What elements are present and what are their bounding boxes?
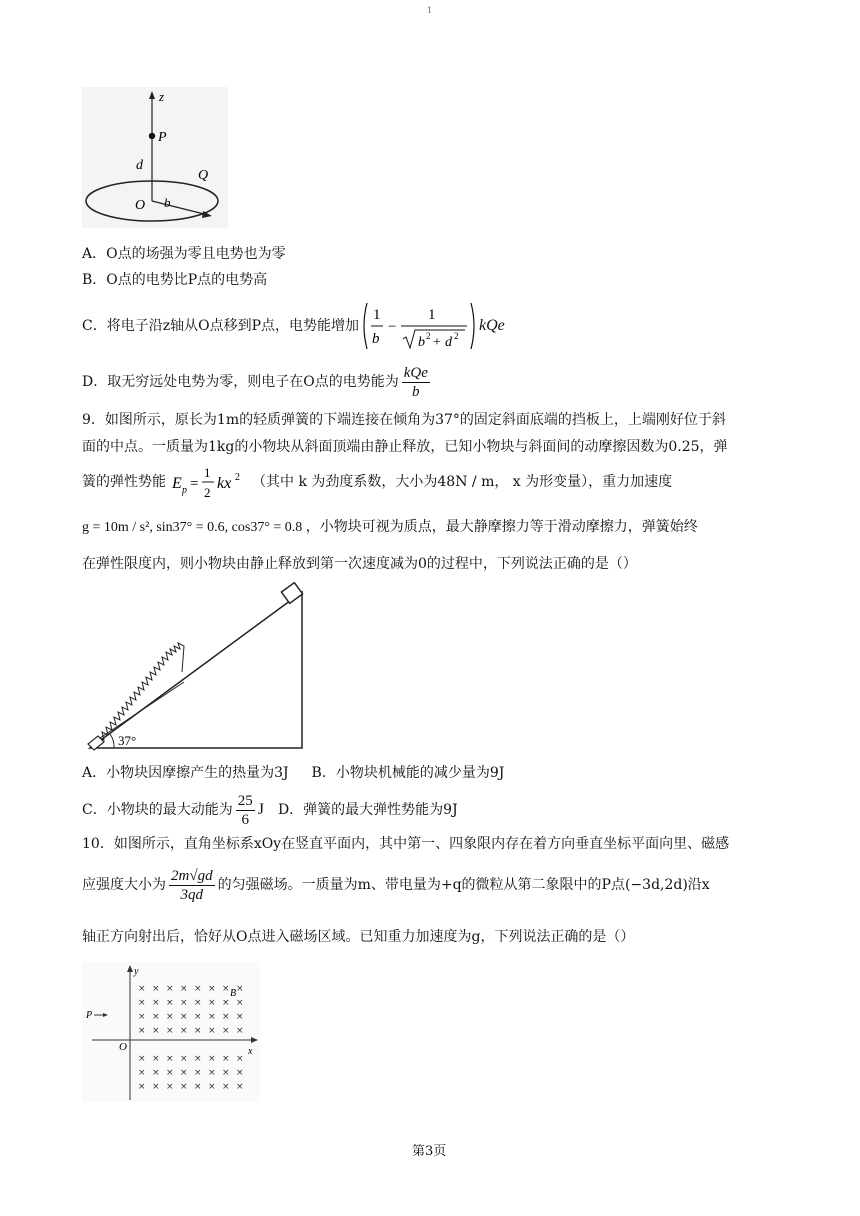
svg-text:=: = [190,476,199,492]
q9-option-c-fraction [236,792,255,829]
field-cross: × [180,1068,188,1078]
field-cross: × [166,998,174,1008]
field-cross: × [180,1082,188,1092]
q10-stem-line1: 10．如图所示，直角坐标系xOy在竖直平面内，其中第一、四象限内存在着方向垂直坐标平面向里、磁感 [82,836,730,852]
field-cross: × [152,1012,160,1022]
field-cross: × [236,1054,244,1064]
field-cross: × [138,1012,146,1022]
field-cross: × [236,1082,244,1092]
field-cross: × [222,1068,230,1078]
field-cross: × [208,1026,216,1036]
field-cross: × [180,998,188,1008]
page-footer: 第3页 [412,1144,447,1159]
q8-option-d-text: D．取无穷远处电势为零，则电子在O点的电势能为 [82,374,399,390]
svg-text:d: d [444,335,452,350]
q9-option-b: B．小物块机械能的减少量为9J [311,765,505,781]
label-z: z [159,89,165,104]
field-cross: × [236,998,244,1008]
label-y: y [134,966,139,977]
label-p: P [86,1010,93,1021]
q8-option-c-formula [361,299,479,353]
fraction-numerator: 25 [237,792,253,809]
svg-text:b: b [371,331,380,347]
q9-stem-line2: 面的中点。一质量为1kg的小物块从斜面顶端由静止释放，已知小物块与斜面间的动摩擦因数为0.25，弹 [82,439,728,455]
label-b: B [230,988,237,999]
field-cross: × [236,1012,244,1022]
field-cross: × [222,1012,230,1022]
field-cross: × [236,1068,244,1078]
q9-stem-line1: 9．如图所示，原长为1m的轻质弹簧的下端连接在倾角为37°的固定斜面底端的挡板上，上端刚好位于斜 [82,412,726,428]
fraction-numerator: kQe [403,364,428,381]
svg-text:2: 2 [204,485,211,500]
field-cross: × [152,1026,160,1036]
field-cross: × [208,1068,216,1078]
svg-text:−: − [387,319,397,335]
fraction-denominator: 3qd [180,886,204,903]
q10-field-figure [82,962,260,1102]
field-cross: × [222,984,230,994]
q9-ep-formula [170,462,248,502]
field-cross: × [236,984,244,994]
label-o: O [119,1041,127,1053]
q8-option-d-fraction [402,364,430,401]
label-d: d [136,158,143,173]
field-cross: × [208,1012,216,1022]
label-b: b [164,195,171,210]
label-x: x [248,1046,253,1057]
q9-stem-line5: 在弹性限度内，则小物块由静止释放到第一次速度减为0的过程中，下列说法正确的是（） [82,556,637,572]
field-cross: × [166,1082,174,1092]
fraction-denominator: b [412,383,420,400]
field-cross: × [138,984,146,994]
field-cross: × [152,1068,160,1078]
field-cross: × [166,1026,174,1036]
field-cross: × [194,1012,202,1022]
block [281,583,302,604]
field-cross: × [208,984,216,994]
q9-option-d: D．弹簧的最大弹性势能为9J [277,802,458,818]
field-cross: × [166,1012,174,1022]
q10-stem-line2-pre: 应强度大小为 [82,877,166,893]
angle-label: 37° [118,733,137,748]
q9-incline-figure [84,582,314,752]
field-cross: × [138,1082,146,1092]
q8-option-d [82,360,433,404]
q9-stem-line3-post: （其中 k 为劲度系数，大小为48N / m， x 为形变量），重力加速度 [252,474,673,490]
svg-text:kx: kx [217,475,232,492]
field-cross: × [166,984,174,994]
field-cross: × [138,998,146,1008]
field-cross: × [222,1054,230,1064]
label-p: P [158,130,167,145]
field-cross: × [152,984,160,994]
q9-option-row1 [82,763,504,783]
q9-option-a: A．小物块因摩擦产生的热量为3J [82,765,289,781]
q10-stem-line2-post: 的匀强磁场。一质量为m、带电量为+q的微粒从第二象限中的P点(−3d,2d)沿x [217,877,710,893]
field-cross: × [222,1026,230,1036]
q8-option-c [82,300,505,352]
label-q: Q [198,168,209,183]
svg-text:1: 1 [427,307,436,323]
svg-text:+: + [432,335,441,350]
svg-text:2: 2 [425,331,431,341]
svg-text:1: 1 [372,307,381,323]
field-cross: × [222,998,230,1008]
field-cross: × [152,1054,160,1064]
fraction-numerator: 2m√gd [171,867,213,884]
point-p [149,133,155,139]
field-cross: × [208,1082,216,1092]
q10-b-fraction [169,867,215,904]
incline [90,592,302,748]
svg-text:2: 2 [453,331,459,341]
field-cross: × [180,1026,188,1036]
field-cross: × [194,1054,202,1064]
svg-text:p: p [182,485,187,496]
q10-stem-line2 [82,860,710,910]
field-cross: × [138,1026,146,1036]
field-cross: × [180,984,188,994]
field-cross: × [194,998,202,1008]
svg-text:b: b [417,335,425,350]
fraction-denominator: 6 [241,811,249,828]
q9-option-c: C．小物块的最大动能为 [82,802,233,818]
q9-stem-line3-pre: 簧的弹性势能 [82,474,166,490]
spring [100,643,184,740]
q9-option-row2 [82,788,458,832]
q9-stem-line3 [82,462,672,502]
q8-option-b: B．O点的电势比P点的电势高 [82,272,268,288]
q8-option-c-text: C．将电子沿z轴从O点移到P点，电势能增加 [82,318,359,334]
field-cross: × [194,1068,202,1078]
svg-text:2: 2 [235,472,240,483]
field-cross: × [138,1068,146,1078]
field-cross: × [236,1026,244,1036]
field-cross: × [166,1068,174,1078]
field-cross: × [194,1082,202,1092]
label-o: O [135,198,146,213]
q8-figure [80,85,230,230]
q8-option-a: A．O点的场强为零且电势也为零 [82,246,286,262]
header-mark: 1 [427,6,433,15]
field-cross: × [194,984,202,994]
field-cross: × [208,1054,216,1064]
field-cross: × [152,1082,160,1092]
field-cross: × [138,1054,146,1064]
field-cross: × [208,998,216,1008]
q9-option-c-unit: J [257,801,264,818]
svg-text:E: E [172,475,182,492]
field-cross: × [222,1082,230,1092]
q10-stem-line3: 轴正方向射出后，恰好从O点进入磁场区域。已知重力加速度为g，下列说法正确的是（） [82,929,635,945]
angle-arc [110,734,114,748]
q8-option-c-tail: kQe [478,317,505,334]
field-cross: × [152,998,160,1008]
q9-stem-line4: g = 10m / s², sin37° = 0.6, cos37° = 0.8 ，小物块可视为质点，最大静摩擦力等于滑动摩擦力，弹簧始终 [82,520,698,535]
field-cross: × [180,1012,188,1022]
field-cross: × [180,1054,188,1064]
field-cross: × [194,1026,202,1036]
field-cross: × [166,1054,174,1064]
svg-text:1: 1 [204,465,211,480]
